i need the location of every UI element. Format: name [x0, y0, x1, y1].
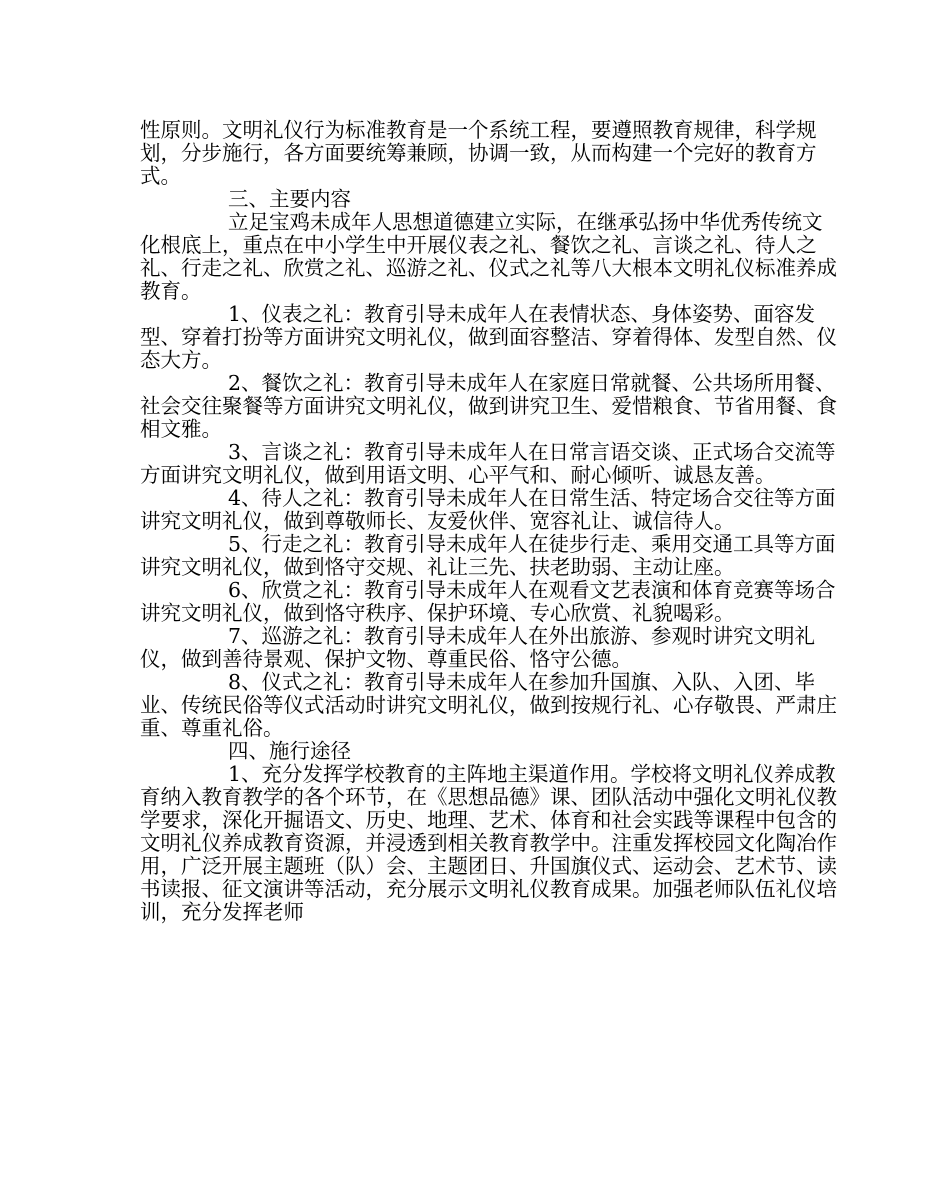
list-item-speech: 3、言谈之礼：教育引导未成年人在日常言语交谈、正式场合交流等方面讲究文明礼仪，做到用语文明、心平气和、耐心倾听、诚恳友善。 [140, 440, 836, 487]
paragraph-intro: 立足宝鸡未成年人思想道德建立实际，在继承弘扬中华优秀传统文化根底上，重点在中小学生中开展仪表之礼、餐饮之礼、言谈之礼、待人之礼、行走之礼、欣赏之礼、巡游之礼、仪式之礼等八大根本文明礼仪标准养成教育。 [140, 210, 837, 303]
section-heading-main-content: 三、主要内容 [228, 187, 351, 211]
list-item-touring: 7、巡游之礼：教育引导未成年人在外出旅游、参观时讲究文明礼仪，做到善待景观、保护文物、尊重民俗、恪守公德。 [140, 624, 816, 671]
list-item-appearance: 1、仪表之礼：教育引导未成年人在表情状态、身体姿势、面容发型、穿着打扮等方面讲究文明礼仪，做到面容整洁、穿着得体、发型自然、仪态大方。 [140, 302, 837, 372]
section-heading-implementation: 四、施行途径 [228, 739, 351, 763]
paragraph-school-education: 1、充分发挥学校教育的主阵地主渠道作用。学校将文明礼仪养成教育纳入教育教学的各个环节，在《思想品德》课、团队活动中强化文明礼仪教学要求，深化开掘语文、历史、地理、艺术、体育和社会实践等课程中包含的文明礼仪养成教育资源，并浸透到相关教育教学中。注重发挥校园文化陶冶作用，广泛开展主题班（队）会、主题团日、升国旗仪式、运动会、艺术节、读书读报、征文演讲等活动，充分展示文明礼仪教育成果。加强老师队伍礼仪培训，充分发挥老师 [140, 762, 837, 924]
list-item-walking: 5、行走之礼：教育引导未成年人在徒步行走、乘用交通工具等方面讲究文明礼仪，做到恪守交规、礼让三先、扶老助弱、主动让座。 [140, 532, 836, 579]
paragraph-continuation: 性原则。文明礼仪行为标准教育是一个系统工程，要遵照教育规律，科学规划，分步施行，各方面要统筹兼顾，协调一致，从而构建一个完好的教育方式。 [140, 118, 817, 188]
list-item-treating-others: 4、待人之礼：教育引导未成年人在日常生活、特定场合交往等方面讲究文明礼仪，做到尊敬师长、友爱伙伴、宽容礼让、诚信待人。 [140, 486, 836, 533]
list-item-appreciation: 6、欣赏之礼：教育引导未成年人在观看文艺表演和体育竞赛等场合讲究文明礼仪，做到恪守秩序、保护环境、专心欣赏、礼貌喝彩。 [140, 578, 836, 625]
document-body [140, 119, 840, 924]
list-item-ceremony: 8、仪式之礼：教育引导未成年人在参加升国旗、入队、入团、毕业、传统民俗等仪式活动时讲究文明礼仪，做到按规行礼、心存敬畏、严肃庄重、尊重礼俗。 [140, 670, 837, 740]
list-item-dining: 2、餐饮之礼：教育引导未成年人在家庭日常就餐、公共场所用餐、社会交往聚餐等方面讲究文明礼仪，做到讲究卫生、爱惜粮食、节省用餐、食相文雅。 [140, 371, 837, 441]
